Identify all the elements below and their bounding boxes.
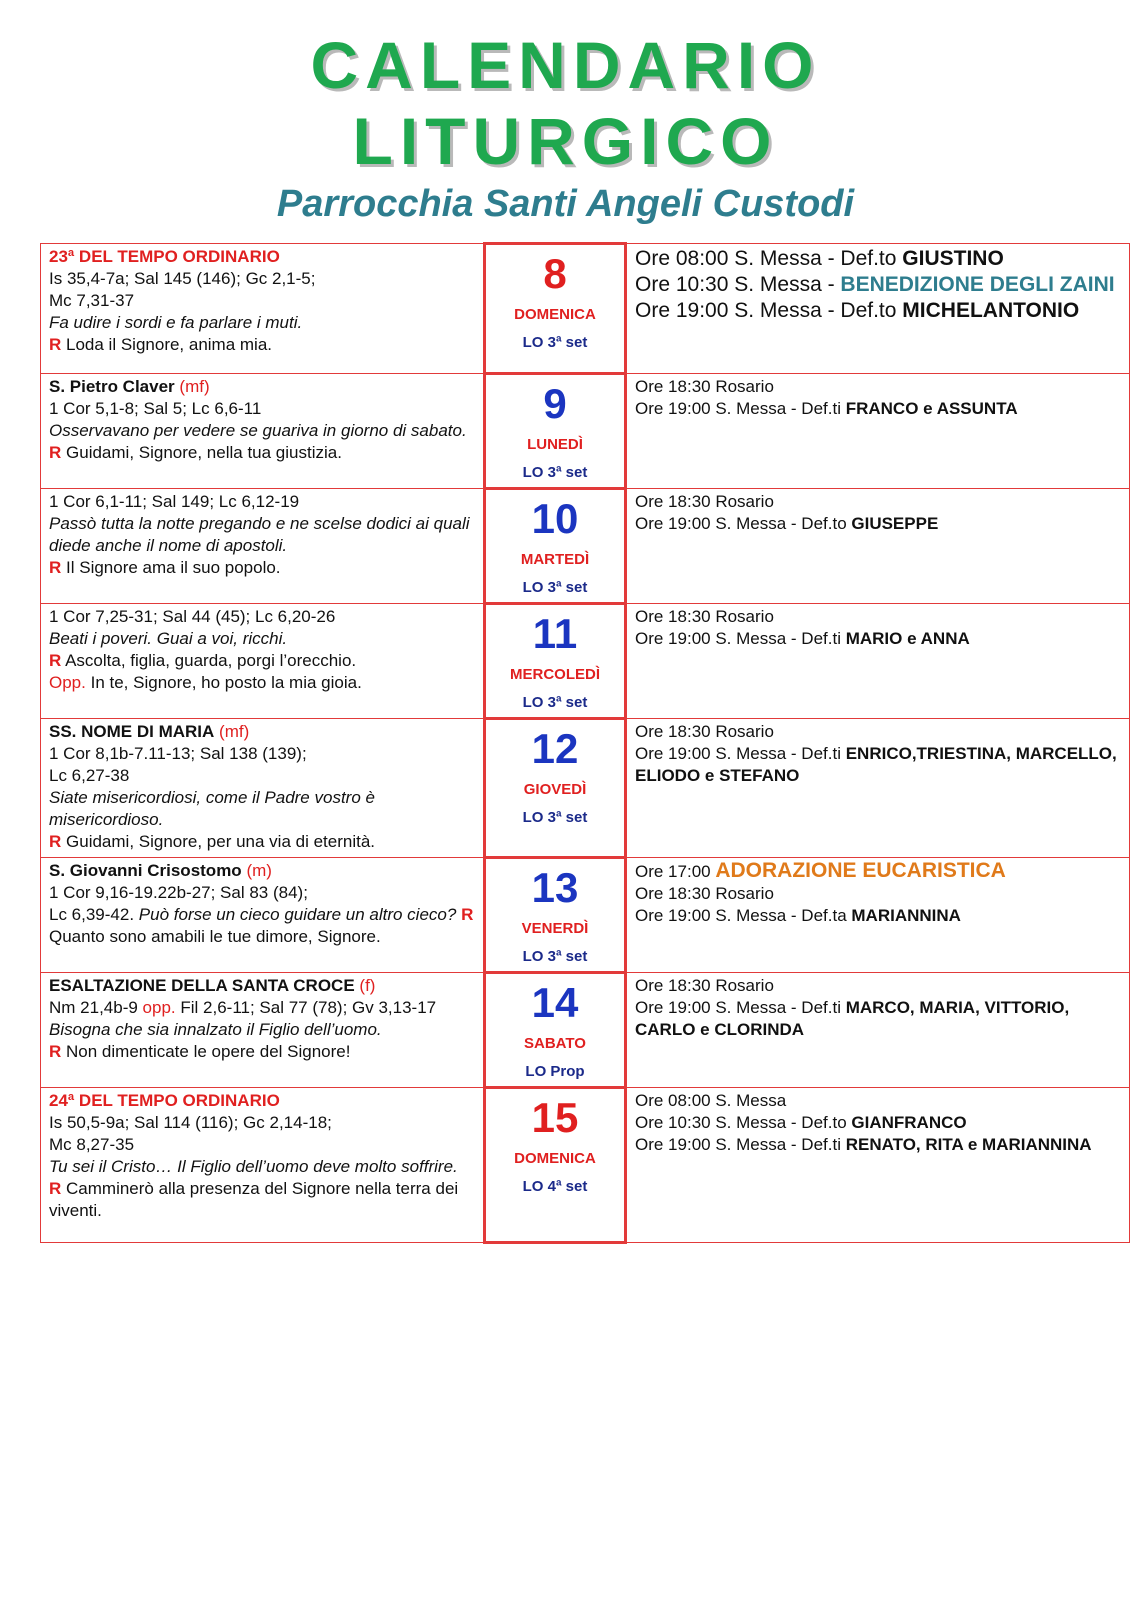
masses-cell xyxy=(626,489,1130,604)
mass-time: Ore 19:00 S. Messa - Def.ti xyxy=(635,1135,846,1154)
mass-intention: MARIANNINA xyxy=(851,906,961,925)
masses-cell xyxy=(626,1088,1130,1243)
mass-time: Ore 19:00 S. Messa - Def.ta xyxy=(635,906,852,925)
calendar-row xyxy=(41,973,1130,1088)
mass-time: Ore 18:30 Rosario xyxy=(635,976,774,995)
feast-tag: (f) xyxy=(359,976,376,995)
day-number: 15 xyxy=(531,1094,579,1141)
day-name: LUNEDÌ xyxy=(527,436,583,453)
feast-title: ESALTAZIONE DELLA SANTA CROCE xyxy=(49,976,355,995)
readings-line: Fil 2,6-11; Sal 77 (78); Gv 3,13-17 xyxy=(175,998,437,1017)
day-number: 11 xyxy=(532,610,578,657)
feast-tag: (mf) xyxy=(179,377,210,396)
day-number: 14 xyxy=(531,979,579,1026)
mass-time: Ore 18:30 Rosario xyxy=(635,377,774,396)
response-label: R xyxy=(49,651,62,670)
day-cell xyxy=(485,244,626,374)
response-label: R xyxy=(461,905,474,924)
response-text: Non dimenticate le opere del Signore! xyxy=(66,1042,351,1061)
mass-intention: GIUSTINO xyxy=(902,247,1004,270)
response-text: Loda il Signore, anima mia. xyxy=(66,335,273,354)
masses-cell xyxy=(626,374,1130,489)
readings-line: Mc 7,31-37 xyxy=(49,291,135,310)
day-name: MARTEDÌ xyxy=(520,551,590,568)
response-text: Il Signore ama il suo popolo. xyxy=(66,558,281,577)
mass-time: Ore 08:00 S. Messa xyxy=(635,1091,787,1110)
liturgy-hours: LO 4ª set xyxy=(522,1178,588,1195)
day-name: DOMENICA xyxy=(514,1150,596,1167)
masses-cell xyxy=(626,604,1130,719)
liturgy-hours: LO 3ª set xyxy=(522,334,588,351)
calendar-table xyxy=(40,242,1130,1244)
readings-cell xyxy=(41,858,485,973)
response-label: R xyxy=(49,443,62,462)
page-subtitle: Parrocchia Santi Angeli Custodi xyxy=(276,183,855,225)
calendar-row xyxy=(41,1088,1130,1243)
masses-cell xyxy=(626,244,1130,374)
masses-cell xyxy=(626,719,1130,858)
readings-cell xyxy=(41,973,485,1088)
day-number: 13 xyxy=(531,864,579,911)
response-label: R xyxy=(49,558,62,577)
response-text: Ascolta, figlia, guarda, porgi l’orecchio. xyxy=(65,651,357,670)
readings-cell xyxy=(41,489,485,604)
response-label: R xyxy=(49,832,62,851)
mass-intention: GIANFRANCO xyxy=(851,1113,967,1132)
day-name: VENERDÌ xyxy=(521,920,589,937)
readings-line: Lc 6,27-38 xyxy=(49,766,130,785)
day-name: SABATO xyxy=(524,1035,586,1052)
day-cell xyxy=(485,719,626,858)
calendar-row xyxy=(41,858,1130,973)
readings-line: 1 Cor 6,1-11; Sal 149; Lc 6,12-19 xyxy=(49,492,300,511)
readings-line: 1 Cor 8,1b-7.11-13; Sal 138 (139); xyxy=(49,744,307,763)
mass-time: Ore 18:30 Rosario xyxy=(635,492,774,511)
mass-time: Ore 10:30 S. Messa - xyxy=(635,273,841,296)
mass-time: Ore 19:00 S. Messa - Def.ti xyxy=(635,629,846,648)
calendar-row xyxy=(41,604,1130,719)
mass-time: Ore 18:30 Rosario xyxy=(635,722,774,741)
antiphon: Passò tutta la notte pregando e ne scelse dodici ai quali diede anche il nome di apostoli. xyxy=(49,514,470,555)
day-cell xyxy=(485,489,626,604)
day-number: 12 xyxy=(531,725,579,772)
feast-title: 23ª DEL TEMPO ORDINARIO xyxy=(49,247,280,266)
day-name: DOMENICA xyxy=(514,306,596,323)
day-number: 8 xyxy=(543,250,567,297)
masses-cell xyxy=(626,858,1130,973)
mass-time: Ore 19:00 S. Messa - Def.to xyxy=(635,514,852,533)
antiphon: Osservavano per vedere se guariva in giorno di sabato. xyxy=(49,421,467,440)
page-title-line1: CALENDARIO xyxy=(310,28,821,102)
readings-cell xyxy=(41,1088,485,1243)
page-title-line2: LITURGICO xyxy=(352,104,779,178)
mass-time: Ore 17:00 xyxy=(635,862,716,881)
feast-tag: (m) xyxy=(246,861,272,880)
mass-time: Ore 08:00 S. Messa - Def.to xyxy=(635,247,903,270)
response-text: Guidami, Signore, per una via di eternità. xyxy=(66,832,376,851)
day-cell xyxy=(485,374,626,489)
mass-intention: ENRICO,TRIESTINA, MARCELLO, ELIODO e STEFANO xyxy=(635,744,1117,785)
readings-cell xyxy=(41,244,485,374)
masses-cell xyxy=(626,973,1130,1088)
feast-title: S. Pietro Claver xyxy=(49,377,175,396)
antiphon: Tu sei il Cristo… Il Figlio dell’uomo deve molto soffrire. xyxy=(49,1157,458,1176)
calendar-row xyxy=(41,719,1130,858)
feast-title: SS. NOME DI MARIA xyxy=(49,722,215,741)
mass-time: Ore 10:30 S. Messa - Def.to xyxy=(635,1113,852,1132)
mass-time: Ore 18:30 Rosario xyxy=(635,607,774,626)
liturgy-hours: LO 3ª set xyxy=(522,948,588,965)
feast-title: S. Giovanni Crisostomo xyxy=(49,861,242,880)
calendar-row xyxy=(41,374,1130,489)
mass-time: Ore 19:00 S. Messa - Def.ti xyxy=(635,744,846,763)
calendar-row xyxy=(41,489,1130,604)
calendar-row xyxy=(41,244,1130,374)
liturgy-hours: LO 3ª set xyxy=(522,694,588,711)
liturgy-hours: LO 3ª set xyxy=(522,809,588,826)
day-cell xyxy=(485,858,626,973)
liturgy-hours: LO 3ª set xyxy=(522,464,588,481)
readings-cell xyxy=(41,374,485,489)
readings-line: Nm 21,4b-9 xyxy=(49,998,143,1017)
mass-highlight: BENEDIZIONE DEGLI ZAINI xyxy=(840,273,1115,296)
liturgy-hours: LO 3ª set xyxy=(522,579,588,596)
feast-tag: (mf) xyxy=(219,722,250,741)
response-text: Quanto sono amabili le tue dimore, Signore. xyxy=(49,927,381,946)
opp-label: opp. xyxy=(142,998,176,1017)
mass-intention: GIUSEPPE xyxy=(851,514,939,533)
day-cell xyxy=(485,604,626,719)
readings-line: Lc 6,39-42. xyxy=(49,905,135,924)
day-number: 10 xyxy=(531,495,579,542)
day-number: 9 xyxy=(543,380,567,427)
day-cell xyxy=(485,973,626,1088)
mass-intention: RENATO, RITA e MARIANNINA xyxy=(845,1135,1092,1154)
antiphon: Bisogna che sia innalzato il Figlio dell’uomo. xyxy=(49,1020,382,1039)
readings-cell xyxy=(41,604,485,719)
mass-intention: FRANCO e ASSUNTA xyxy=(845,399,1018,418)
response-text: Guidami, Signore, nella tua giustizia. xyxy=(66,443,342,462)
feast-title: 24ª DEL TEMPO ORDINARIO xyxy=(49,1091,280,1110)
readings-line: 1 Cor 7,25-31; Sal 44 (45); Lc 6,20-26 xyxy=(49,607,336,626)
antiphon: Siate misericordiosi, come il Padre vostro è misericordioso. xyxy=(49,788,375,829)
readings-line: Mc 8,27-35 xyxy=(49,1135,135,1154)
mass-time: Ore 19:00 S. Messa - Def.ti xyxy=(635,399,846,418)
mass-intention: MARCO, MARIA, VITTORIO, CARLO e CLORINDA xyxy=(635,998,1070,1039)
response-label: R xyxy=(49,335,62,354)
opp-label: Opp. xyxy=(49,673,86,692)
mass-intention: MARIO e ANNA xyxy=(845,629,970,648)
mass-time: Ore 18:30 Rosario xyxy=(635,884,774,903)
mass-intention: MICHELANTONIO xyxy=(902,299,1080,322)
readings-line: Is 35,4-7a; Sal 145 (146); Gc 2,1-5; xyxy=(49,269,316,288)
readings-line: 1 Cor 9,16-19.22b-27; Sal 83 (84); xyxy=(49,883,308,902)
mass-time: Ore 19:00 S. Messa - Def.ti xyxy=(635,998,846,1017)
response-label: R xyxy=(49,1179,62,1198)
day-name: MERCOLEDÌ xyxy=(510,666,600,683)
mass-time: Ore 19:00 S. Messa - Def.to xyxy=(635,299,903,322)
day-cell xyxy=(485,1088,626,1243)
liturgy-hours: LO Prop xyxy=(525,1063,585,1080)
opp-text: In te, Signore, ho posto la mia gioia. xyxy=(90,673,362,692)
antiphon: Beati i poveri. Guai a voi, ricchi. xyxy=(49,629,288,648)
day-name: GIOVEDÌ xyxy=(523,781,587,798)
readings-line: Is 50,5-9a; Sal 114 (116); Gc 2,14-18; xyxy=(49,1113,332,1132)
antiphon: Può forse un cieco guidare un altro cieco? xyxy=(138,905,457,924)
mass-highlight: ADORAZIONE EUCARISTICA xyxy=(715,859,1006,882)
response-text: Camminerò alla presenza del Signore nella terra dei viventi. xyxy=(49,1179,459,1220)
antiphon: Fa udire i sordi e fa parlare i muti. xyxy=(49,313,303,332)
readings-cell xyxy=(41,719,485,858)
readings-line: 1 Cor 5,1-8; Sal 5; Lc 6,6-11 xyxy=(49,399,262,418)
response-label: R xyxy=(49,1042,62,1061)
